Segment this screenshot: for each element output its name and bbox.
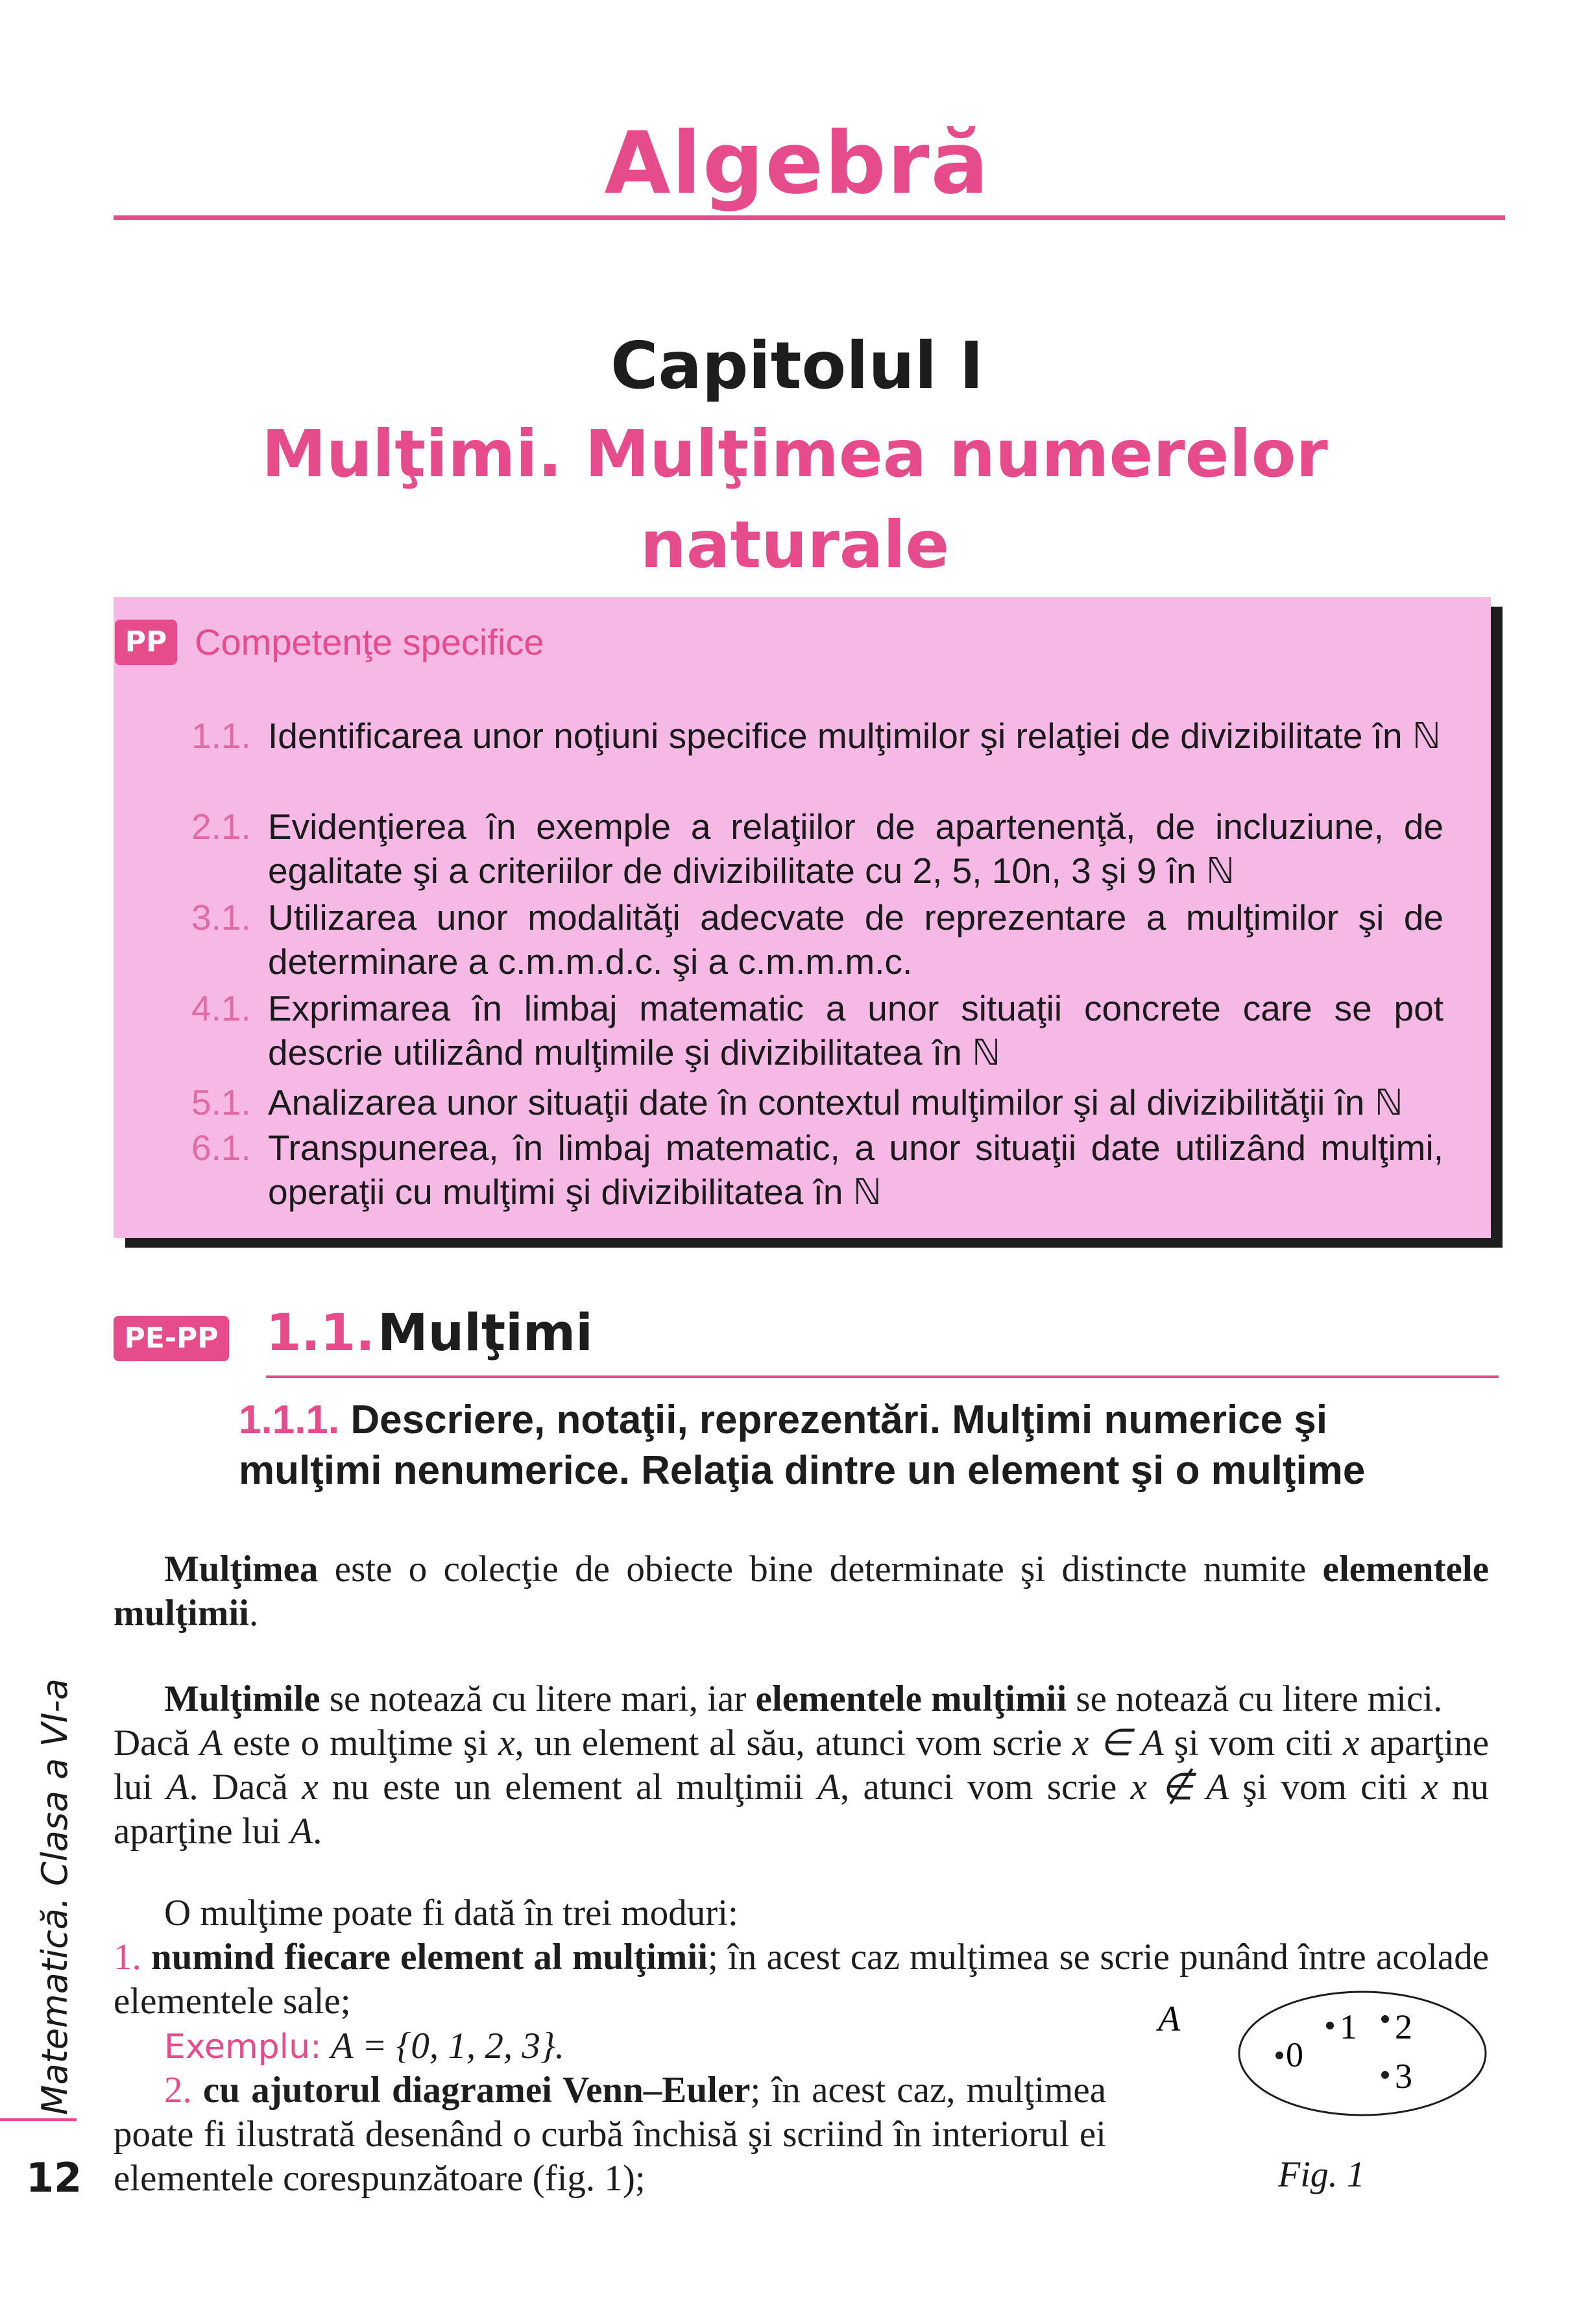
- text: este o mulţime şi: [222, 1723, 499, 1763]
- element-label: 2: [1395, 2007, 1412, 2046]
- competence-item: [191, 1080, 1443, 1124]
- side-book-title: Matematică. Clasa a VI-a: [34, 1678, 75, 2115]
- list-number: 2.: [164, 2070, 192, 2111]
- paragraph-example: [114, 2024, 1126, 2069]
- venn-diagram: [1142, 1979, 1492, 2141]
- section-underline: [266, 1375, 1499, 1378]
- variable: x: [1421, 1767, 1438, 1808]
- example-text: A = {0, 1, 2, 3}.: [330, 2026, 564, 2066]
- text: ; în acest caz, mulţimea poate fi ilustrată desenând o curbă închisă şi scriind în interiorul ei elementele corespunzătoare (fig. 1);: [114, 2070, 1106, 2199]
- figure-caption: Fig. 1: [1278, 2155, 1365, 2195]
- text: nu este un element al mulţimii: [318, 1767, 818, 1808]
- term: Mulţimile: [164, 1678, 320, 1719]
- relation: x ∈ A: [1072, 1723, 1164, 1763]
- subsection-title: Descriere, notaţii, reprezentări. Mulţimi numerice şi mulţimi nenumerice. Relaţia dintre un element şi o mulţime: [239, 1398, 1366, 1493]
- variable: A: [166, 1767, 189, 1808]
- set-label: A: [1158, 1999, 1181, 2039]
- competence-item: [191, 895, 1443, 984]
- term: cu ajutorul diagramei Venn–Euler: [203, 2070, 751, 2111]
- subsection-number: 1.1.1.: [239, 1398, 340, 1442]
- competence-number: 3.1.: [191, 897, 251, 938]
- text: , atunci vom scrie: [840, 1767, 1131, 1808]
- text: .: [249, 1593, 259, 1634]
- competence-number: 5.1.: [191, 1082, 251, 1122]
- paragraph-definition: [114, 1547, 1489, 1636]
- competence-text: Exprimarea în limbaj matematic a unor situaţii concrete care se pot descrie utilizând mulţimile şi divizibilitatea în ℕ: [268, 988, 1443, 1072]
- competence-text: Identificarea unor noţiuni specifice mulţimilor şi relaţiei de divizibilitate în ℕ: [268, 716, 1441, 756]
- element-label: 3: [1395, 2057, 1412, 2096]
- text: . Dacă: [189, 1767, 302, 1808]
- competence-number: 4.1.: [191, 988, 251, 1028]
- relation: x ∉ A: [1130, 1767, 1229, 1808]
- variable: A: [290, 1811, 313, 1852]
- term: elementele mulţimii: [755, 1678, 1067, 1719]
- text: se notează cu litere mici.: [1067, 1678, 1443, 1719]
- variable: x: [1343, 1723, 1360, 1763]
- section-title: Mulţimi: [378, 1304, 593, 1362]
- competence-item: [191, 714, 1443, 758]
- part-title: Algebră: [604, 114, 990, 213]
- element-dot: [1381, 2015, 1389, 2023]
- competence-number: 2.1.: [191, 806, 251, 847]
- text: , un element al său, atunci vom scrie: [514, 1723, 1072, 1763]
- competence-number: 1.1.: [191, 716, 251, 756]
- element-label: 1: [1340, 2007, 1357, 2046]
- paragraph-venn: [114, 2068, 1106, 2201]
- paragraph-notation: [114, 1677, 1489, 1854]
- variable: x: [302, 1767, 319, 1808]
- page-number: 12: [26, 2154, 82, 2201]
- pp-badge: PP: [115, 620, 177, 665]
- title-underline: [114, 215, 1505, 220]
- competence-number: 6.1.: [191, 1128, 251, 1168]
- text: se notează cu litere mari, iar: [320, 1678, 756, 1719]
- element-dot: [1326, 2022, 1334, 2029]
- text: şi vom citi: [1229, 1767, 1422, 1808]
- chapter-label: Capitolul I: [610, 328, 984, 404]
- variable: x: [498, 1723, 515, 1763]
- variable: A: [200, 1723, 223, 1763]
- term: Mulţimea: [164, 1549, 319, 1590]
- section-number: 1.1.: [266, 1304, 375, 1362]
- variable: A: [817, 1767, 840, 1808]
- text: şi vom citi: [1163, 1723, 1344, 1763]
- competence-text: Transpunerea, în limbaj matematic, a unor situaţii date utilizând mulţimi, operaţii cu mulţimi şi divizibilitatea în ℕ: [268, 1128, 1443, 1212]
- competence-item: [191, 986, 1443, 1074]
- text: O mulţime poate fi dată în trei moduri:: [164, 1893, 738, 1933]
- pe-pp-badge: PE-PP: [114, 1316, 229, 1361]
- subsection-heading: [239, 1395, 1471, 1496]
- competences-heading: Competenţe specifice: [195, 622, 544, 662]
- text: este o colecţie de obiecte bine determinate şi distincte numite: [318, 1549, 1323, 1590]
- competence-text: Evidenţierea în exemple a relaţiilor de apartenenţă, de incluziune, de egalitate şi a criteriilor de divizibilitate cu 2, 5, 10n, 3 şi 9 în ℕ: [268, 806, 1443, 891]
- element-dot: [1381, 2071, 1389, 2079]
- text: Dacă: [114, 1723, 200, 1763]
- competence-text: Utilizarea unor modalităţi adecvate de reprezentare a mulţimilor şi de determinare a c.m.m.d.c. şi a c.m.m.m.c.: [268, 897, 1443, 982]
- text: ; în acest caz mulţimea se scrie punând între acolade elementele sale;: [114, 1937, 1490, 2022]
- term: elementele mulţimii: [114, 1549, 1489, 1634]
- competence-text: Analizarea unor situaţii date în contextul mulţimilor şi al divizibilităţii în ℕ: [268, 1082, 1403, 1122]
- competence-item: [191, 805, 1443, 893]
- chapter-title: Mulţimi. Mulţimea numerelor naturale: [261, 416, 1328, 583]
- text: aparţine lui: [114, 1723, 1490, 1808]
- text: .: [313, 1811, 322, 1852]
- competence-item: [191, 1126, 1443, 1214]
- element-dot: [1275, 2052, 1283, 2059]
- side-rule: [0, 2118, 77, 2121]
- element-label: 0: [1286, 2035, 1303, 2074]
- text: nu aparţine lui: [114, 1767, 1490, 1852]
- list-number: 1.: [114, 1937, 141, 1978]
- example-label: Exemplu:: [164, 2027, 322, 2066]
- term: numind fiecare element al mulţimii: [151, 1937, 708, 1978]
